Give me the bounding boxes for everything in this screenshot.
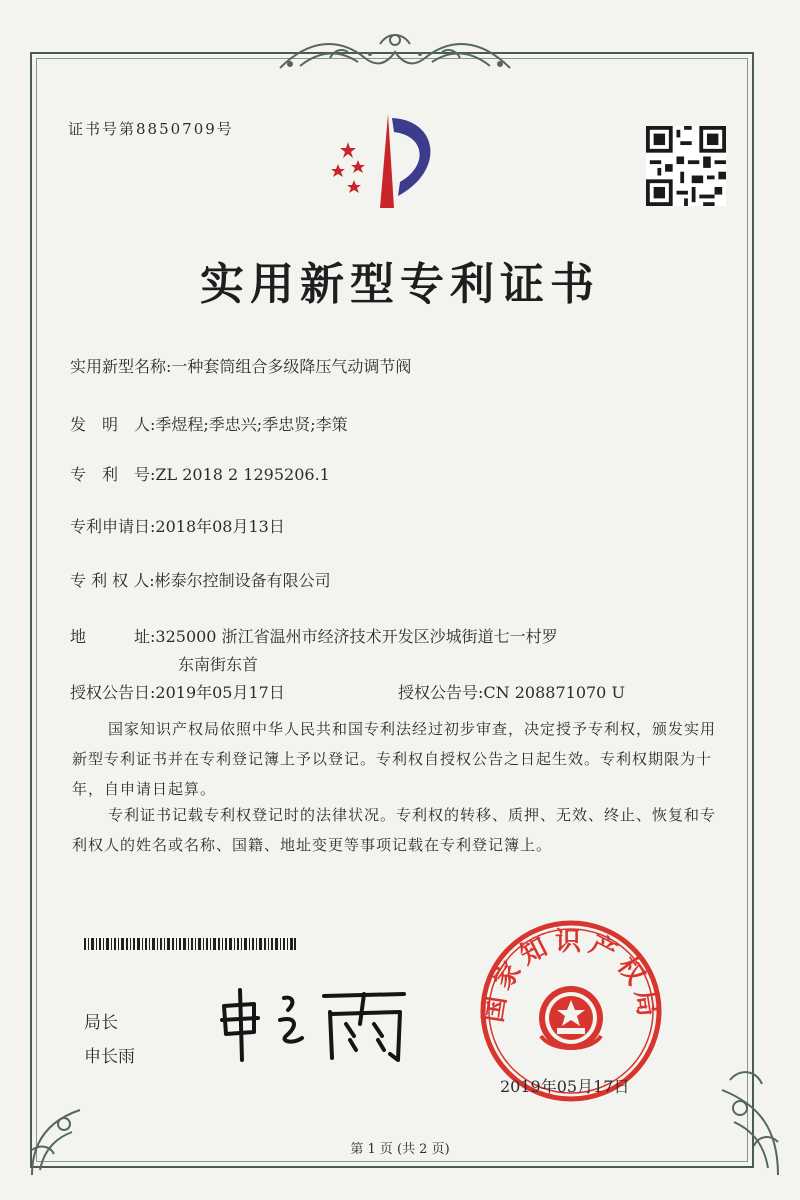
inventor-label: 发 明 人: [70, 415, 156, 434]
seal-text: 国家知识产权局 [478, 927, 664, 1025]
filing-date-row [70, 514, 285, 537]
certificate-title: 实用新型专利证书 [200, 259, 600, 310]
certificate-number: 证书号第8850709号 [68, 120, 234, 138]
top-ornament-icon [270, 28, 520, 76]
inventor-row [70, 412, 348, 435]
director-name: 申长雨 [84, 1047, 135, 1067]
grant-date-value: 2019年05月17日 [155, 683, 285, 702]
grant-number-label: 授权公告号: [398, 683, 484, 702]
utility-name-value: 一种套筒组合多级降压气动调节阀 [171, 357, 412, 376]
page-indicator: 第 1 页 (共 2 页) [350, 1142, 450, 1157]
patentee-label: 专 利 权 人: [70, 571, 155, 590]
director-title: 局长 [84, 1013, 118, 1033]
address-row [70, 624, 558, 647]
legal-paragraph-2: 专利证书记载专利权登记时的法律状况。专利权的转移、质押、无效、终止、恢复和专利权人的姓名或名称、国籍、地址变更等事项记载在专利登记簿上。 [72, 806, 717, 854]
grant-number-value: CN 208871070 U [483, 683, 625, 702]
utility-name-label: 实用新型名称: [70, 357, 172, 376]
inventor-value: 季煜程;季忠兴;季忠贤;李策 [155, 415, 348, 434]
grant-date-label: 授权公告日: [70, 683, 156, 702]
patentee-row [70, 568, 331, 591]
patent-number-label: 专 利 号: [70, 465, 156, 484]
address-label: 地 址: [70, 627, 156, 646]
grant-date-row [70, 680, 285, 703]
utility-name-row [70, 354, 411, 377]
address-value-line1: 325000 浙江省温州市经济技术开发区沙城街道七一村罗 [155, 627, 558, 646]
grant-number-row [398, 680, 625, 703]
patent-number-row [70, 462, 330, 485]
corner-ornament-right-icon [700, 1060, 790, 1180]
filing-date-value: 2018年08月13日 [155, 517, 285, 536]
seal-date: 2019年05月17日 [500, 1077, 630, 1096]
address-value-line2: 东南街东首 [178, 655, 259, 674]
director-signature-icon [214, 984, 414, 1064]
qr-code-icon [646, 126, 726, 206]
barcode-icon [84, 938, 296, 950]
patent-office-logo-icon [328, 112, 458, 212]
legal-paragraph-1: 国家知识产权局依照中华人民共和国专利法经过初步审查，决定授予专利权，颁发实用新型专利证书并在专利登记簿上予以登记。专利权自授权公告之日起生效。专利权期限为十年，自申请日起算。 [72, 720, 717, 798]
corner-ornament-left-icon [20, 1080, 100, 1180]
patent-number-value: ZL 2018 2 1295206.1 [155, 465, 330, 484]
patentee-value: 彬泰尔控制设备有限公司 [154, 571, 331, 590]
filing-date-label: 专利申请日: [70, 517, 156, 536]
address-row-2 [178, 652, 258, 675]
